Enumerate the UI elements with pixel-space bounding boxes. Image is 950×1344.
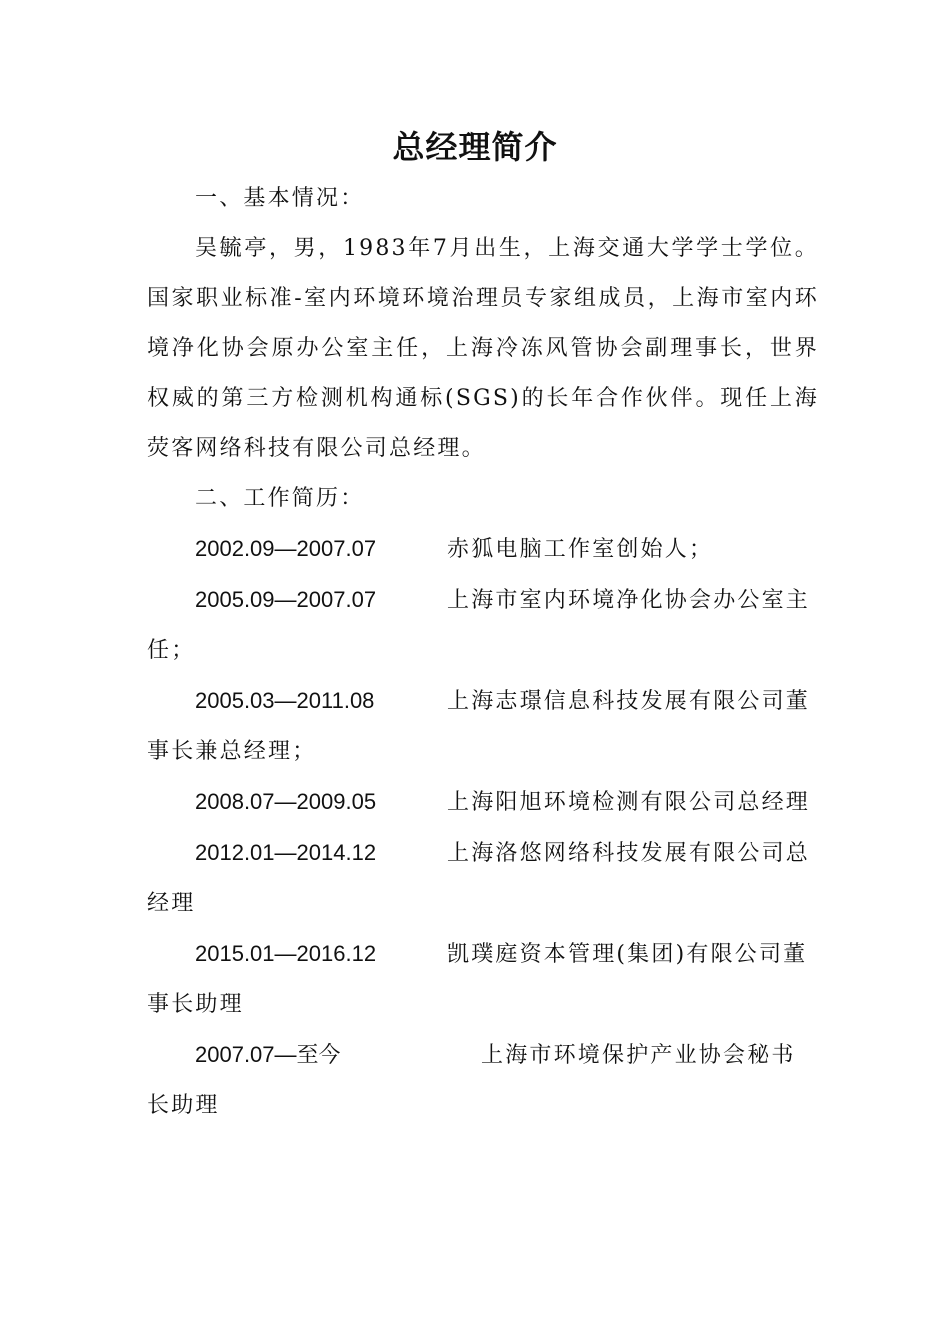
entry-period: 2015.01—2016.12 (195, 941, 377, 966)
work-history-entry (147, 828, 819, 929)
entry-role: 凯璞庭资本管理(集团)有限公司董事长助理 (147, 942, 808, 1017)
entry-role: 上海市环境保护产业协会秘书长助理 (147, 1043, 796, 1118)
entry-role: 上海志璟信息科技发展有限公司董事长兼总经理； (147, 689, 811, 764)
work-history-entry (147, 524, 819, 575)
section-work-history-heading: 二、工作简历： (195, 486, 365, 511)
entry-period: 2007.07—至今 (195, 1042, 341, 1067)
entry-period: 2012.01—2014.12 (195, 840, 377, 865)
work-history-entry (147, 575, 819, 676)
entry-role: 上海洛悠网络科技发展有限公司总经理 (147, 841, 811, 916)
work-history-list (147, 524, 819, 1131)
section-basic-info-heading: 一、基本情况： (195, 186, 365, 211)
entry-role: 上海阳旭环境检测有限公司总经理 (447, 790, 811, 815)
document-title: 总经理简介 (392, 128, 558, 166)
entry-period: 2008.07—2009.05 (195, 789, 377, 814)
entry-role: 赤狐电脑工作室创始人； (447, 537, 714, 562)
work-history-entry (147, 676, 819, 777)
work-history-entry (147, 929, 819, 1030)
work-history-entry (147, 777, 819, 828)
work-history-entry (147, 1030, 819, 1131)
document-body (147, 174, 819, 1131)
entry-period: 2002.09—2007.07 (195, 536, 377, 561)
entry-role: 上海市室内环境净化协会办公室主任； (147, 588, 811, 663)
entry-period: 2005.03—2011.08 (195, 688, 375, 713)
basic-info-paragraph: 吴毓亭，男，1983年7月出生，上海交通大学学士学位。国家职业标准-室内环境环境治理员专家组成员，上海市室内环境净化协会原办公室主任，上海冷冻风管协会副理事长，世界权威的第三方检测机构通标(SGS)的长年合作伙伴。现任上海荧客网络科技有限公司总经理。 (147, 236, 819, 461)
entry-period: 2005.09—2007.07 (195, 587, 377, 612)
